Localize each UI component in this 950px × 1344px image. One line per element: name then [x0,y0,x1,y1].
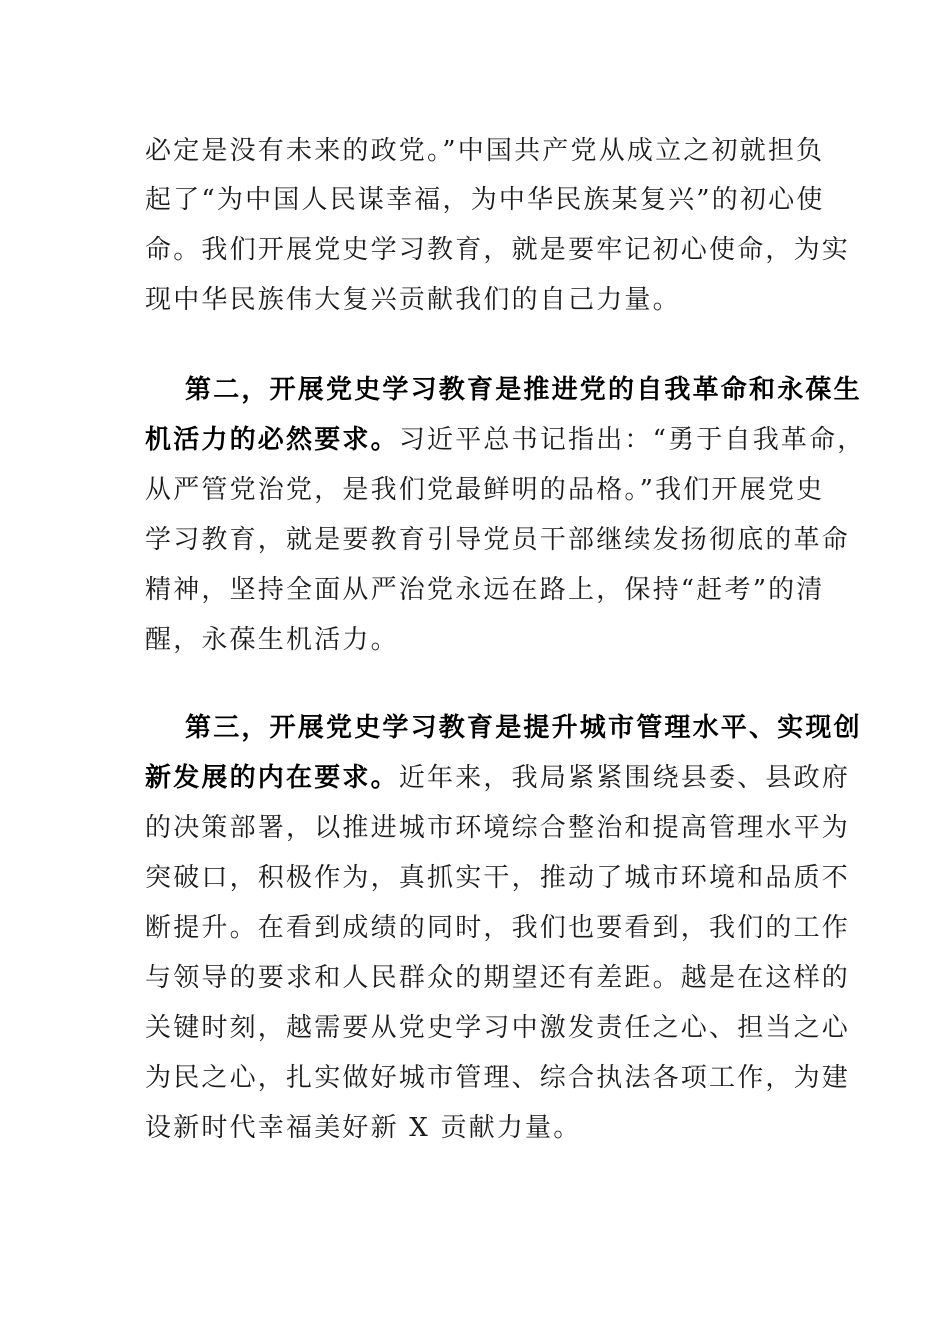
paragraph-1-line-3: 命。我们开展党史学习教育，就是要牢记初心使命，为实 [145,235,851,265]
paragraph-3-heading-line-2: 新发展的内在要求。 [145,763,399,793]
paragraph-3-line-6: 与领导的要求和人民群众的期望还有差距。越是在这样的 [145,963,851,993]
paragraph-3-line-2 [145,763,850,793]
paragraph-3-line-2-text: 近年来，我局紧紧围绕县委、县政府 [398,763,851,793]
paragraph-2-heading-line-1: 第二，开展党史学习教育是推进党的自我革命和永葆生 [185,375,862,405]
paragraph-2-line-5: 精神，坚持全面从严治党永远在路上，保持“赶考”的清 [145,575,825,605]
paragraph-2-line-6: 醒，永葆生机活力。 [145,625,399,655]
paragraph-3-line-4: 突破口，积极作为，真抓实干，推动了城市环境和品质不 [145,863,851,893]
paragraph-2-heading-line-2: 机活力的必然要求。 [145,425,399,455]
paragraph-1-line-4: 现中华民族伟大复兴贡献我们的自己力量。 [145,285,681,315]
paragraph-3-heading-line-1: 第三，开展党史学习教育是提升城市管理水平、实现创 [185,713,862,743]
paragraph-3-line-7: 关键时刻，越需要从党史学习中激发责任之心、担当之心 [145,1013,851,1043]
paragraph-1-line-2: 起了“为中国人民谋幸福，为中华民族某复兴”的初心使 [145,185,825,215]
paragraph-2-line-3: 从严管党治党，是我们党最鲜明的品格。”我们开展党史 [145,475,825,505]
paragraph-3-line-8: 为民之心，扎实做好城市管理、综合执法各项工作，为建 [145,1063,851,1093]
paragraph-3-line-5: 断提升。在看到成绩的同时，我们也要看到，我们的工作 [145,913,851,943]
paragraph-1-line-1: 必定是没有未来的政党。”中国共产党从成立之初就担负 [145,136,825,166]
paragraph-2-line-2-text: 习近平总书记指出：“勇于自我革命， [398,425,866,455]
paragraph-3-line-3: 的决策部署，以推进城市环境综合整治和提高管理水平为 [145,813,851,843]
paragraph-3-line-9: 设新时代幸福美好新 X 贡献力量。 [145,1113,582,1143]
paragraph-2-line-4: 学习教育，就是要教育引导党员干部继续发扬彻底的革命 [145,525,851,555]
paragraph-2-line-2 [145,425,866,455]
